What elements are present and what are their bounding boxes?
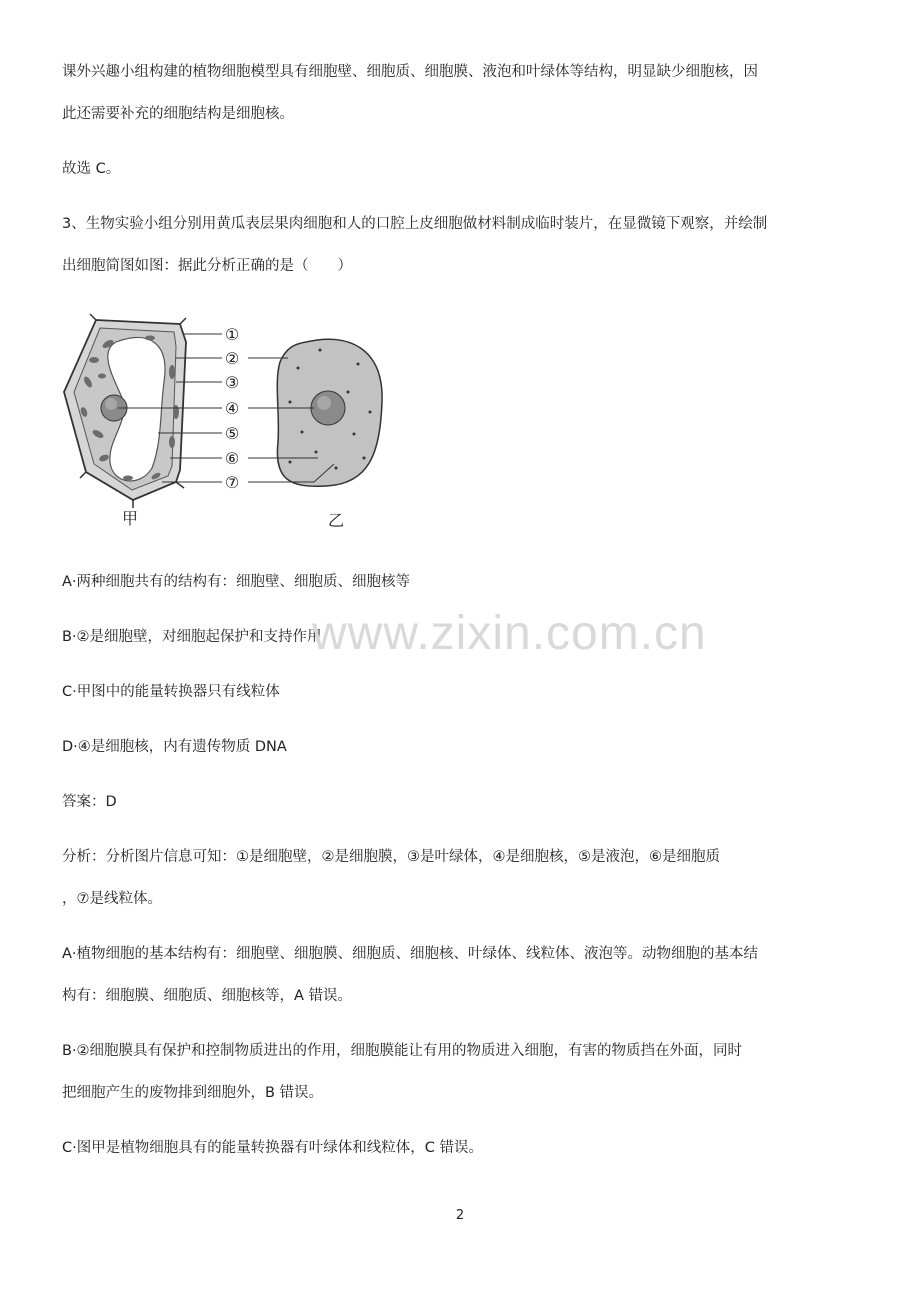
analysis-line: B·②细胞膜具有保护和控制物质进出的作用，细胞膜能让有用的物质进入细胞，有害的物质挡在外面，同时 [62,1043,743,1059]
analysis-line: C·图甲是植物细胞具有的能量转换器有叶绿体和线粒体，C 错误。 [62,1140,483,1156]
text-line: 故选 C。 [62,161,121,177]
question-stem: 出细胞简图如图：据此分析正确的是（ ） [62,258,352,274]
label-7: ⑦ [224,473,240,492]
cell-diagram [58,312,398,534]
label-1: ① [224,325,240,344]
page-number: 2 [455,1208,465,1223]
text-line: 课外兴趣小组构建的植物细胞模型具有细胞壁、细胞质、细胞膜、液泡和叶绿体等结构，明显缺少细胞核，因 [62,64,758,80]
caption-jia: 甲 [121,509,139,528]
option-a: A·两种细胞共有的结构有：细胞壁、细胞质、细胞核等 [62,574,411,590]
analysis-line: 把细胞产生的废物排到细胞外，B 错误。 [62,1085,324,1101]
answer: 答案：D [62,794,117,810]
caption-yi: 乙 [327,511,345,530]
analysis-line: 构有：细胞膜、细胞质、细胞核等，A 错误。 [62,988,353,1004]
option-b: B·②是细胞壁，对细胞起保护和支持作用 [62,629,322,645]
analysis-line: A·植物细胞的基本结构有：细胞壁、细胞膜、细胞质、细胞核、叶绿体、线粒体、液泡等。动物细胞的基本结 [62,946,759,962]
question-stem: 3、生物实验小组分别用黄瓜表层果肉细胞和人的口腔上皮细胞做材料制成临时装片，在显微镜下观察，并绘制 [62,216,768,232]
label-4: ④ [224,399,240,418]
analysis-line: ，⑦是线粒体。 [62,891,162,907]
label-3: ③ [224,373,240,392]
label-2: ② [224,349,240,368]
option-c: C·甲图中的能量转换器只有线粒体 [62,684,280,700]
text-line: 此还需要补充的细胞结构是细胞核。 [62,106,294,122]
option-d: D·④是细胞核，内有遗传物质 DNA [62,739,287,755]
watermark: www.zixin.com.cn [312,607,707,660]
analysis-line: 分析：分析图片信息可知：①是细胞壁，②是细胞膜，③是叶绿体，④是细胞核，⑤是液泡，⑥是细胞质 [62,849,720,865]
label-5: ⑤ [224,424,240,443]
label-6: ⑥ [224,449,240,468]
